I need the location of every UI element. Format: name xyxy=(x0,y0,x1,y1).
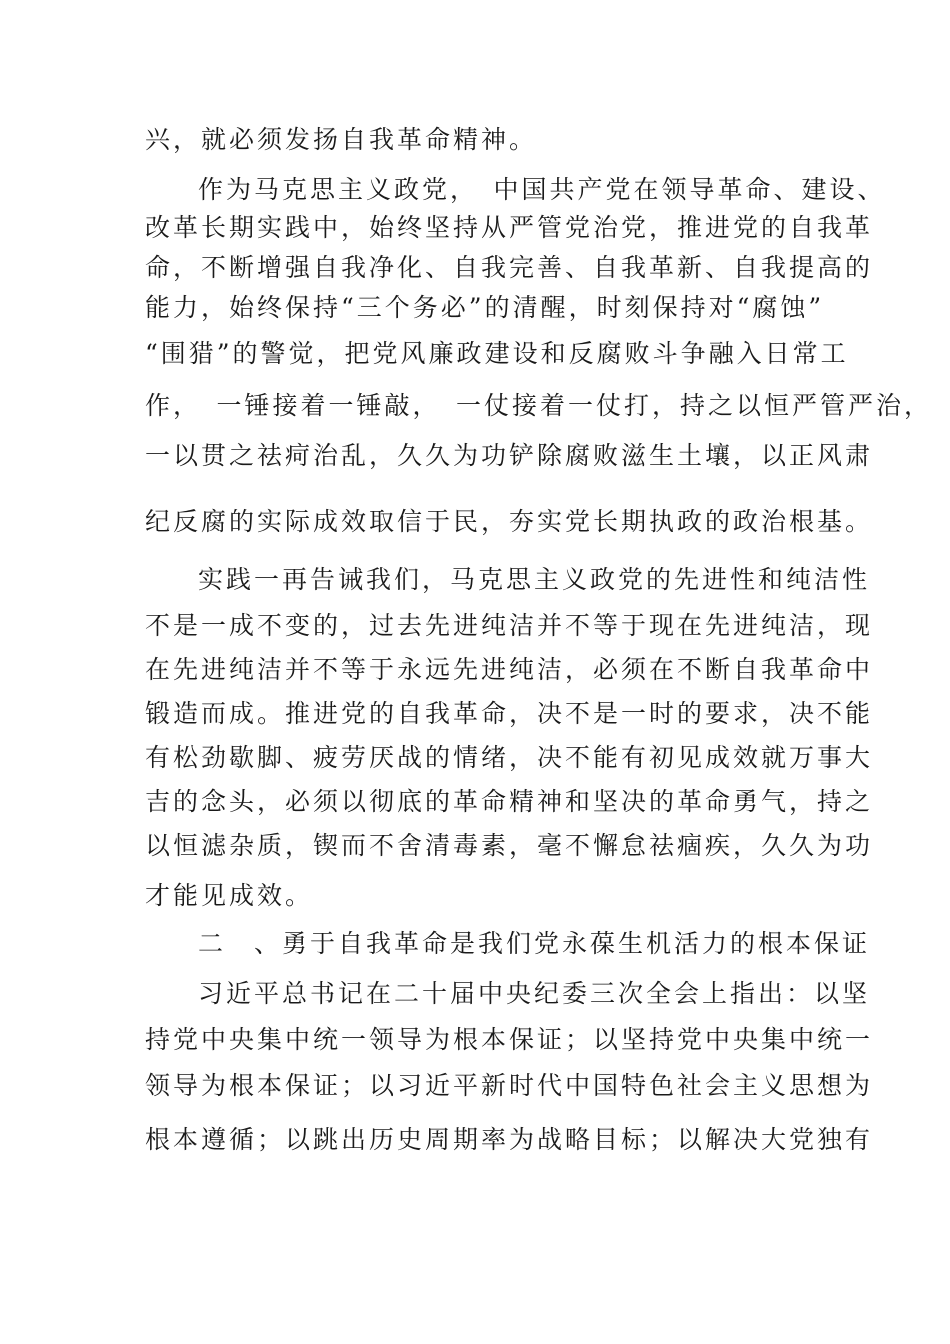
section-heading: 二 、勇于自我革命是我们党永葆生机活力的根本保证 xyxy=(198,929,871,958)
text-line: 在先进纯洁并不等于永远先进纯洁，必须在不断自我革命中 xyxy=(145,655,874,684)
text-line: 作， 一锤接着一锤敲， 一仗接着一仗打，持之以恒严管严治， xyxy=(145,391,933,420)
paragraph-start-line: 习近平总书记在二十届中央纪委三次全会上指出：以坚 xyxy=(198,979,871,1008)
text-line: 有松劲歇脚、疲劳厌战的情绪，决不能有初见成效就万事大 xyxy=(145,743,874,772)
text-line: 改革长期实践中，始终坚持从严管党治党，推进党的自我革 xyxy=(145,213,874,242)
text-line: 不是一成不变的，过去先进纯洁并不等于现在先进纯洁，现 xyxy=(145,611,874,640)
text-line: 能力，始终保持“三个务必”的清醒，时刻保持对“腐蚀” xyxy=(145,293,825,322)
paragraph-start-line: 实践一再告诫我们，马克思主义政党的先进性和纯洁性 xyxy=(198,565,871,594)
text-line: 一以贯之祛疴治乱，久久为功铲除腐败滋生土壤，以正风肃 xyxy=(145,441,874,470)
text-line: 纪反腐的实际成效取信于民，夯实党长期执政的政治根基。 xyxy=(145,507,874,536)
text-line: 命，不断增强自我净化、自我完善、自我革新、自我提高的 xyxy=(145,253,874,282)
text-line: 领导为根本保证；以习近平新时代中国特色社会主义思想为 xyxy=(145,1071,874,1100)
text-line: 才能见成效。 xyxy=(145,881,314,910)
text-line: “围猎”的警觉，把党风廉政建设和反腐败斗争融入日常工 xyxy=(145,339,849,368)
text-line: 锻造而成。推进党的自我革命，决不是一时的要求，决不能 xyxy=(145,699,874,728)
text-line: 以恒滤杂质，锲而不舍清毒素，毫不懈怠祛痼疾，久久为功 xyxy=(145,831,874,860)
text-line: 吉的念头，必须以彻底的革命精神和坚决的革命勇气，持之 xyxy=(145,787,874,816)
text-line: 根本遵循；以跳出历史周期率为战略目标；以解决大党独有 xyxy=(145,1125,874,1154)
paragraph-start-line: 作为马克思主义政党， 中国共产党在领导革命、建设、 xyxy=(198,175,886,204)
text-line: 兴，就必须发扬自我革命精神。 xyxy=(145,125,538,154)
text-line: 持党中央集中统一领导为根本保证；以坚持党中央集中统一 xyxy=(145,1025,874,1054)
